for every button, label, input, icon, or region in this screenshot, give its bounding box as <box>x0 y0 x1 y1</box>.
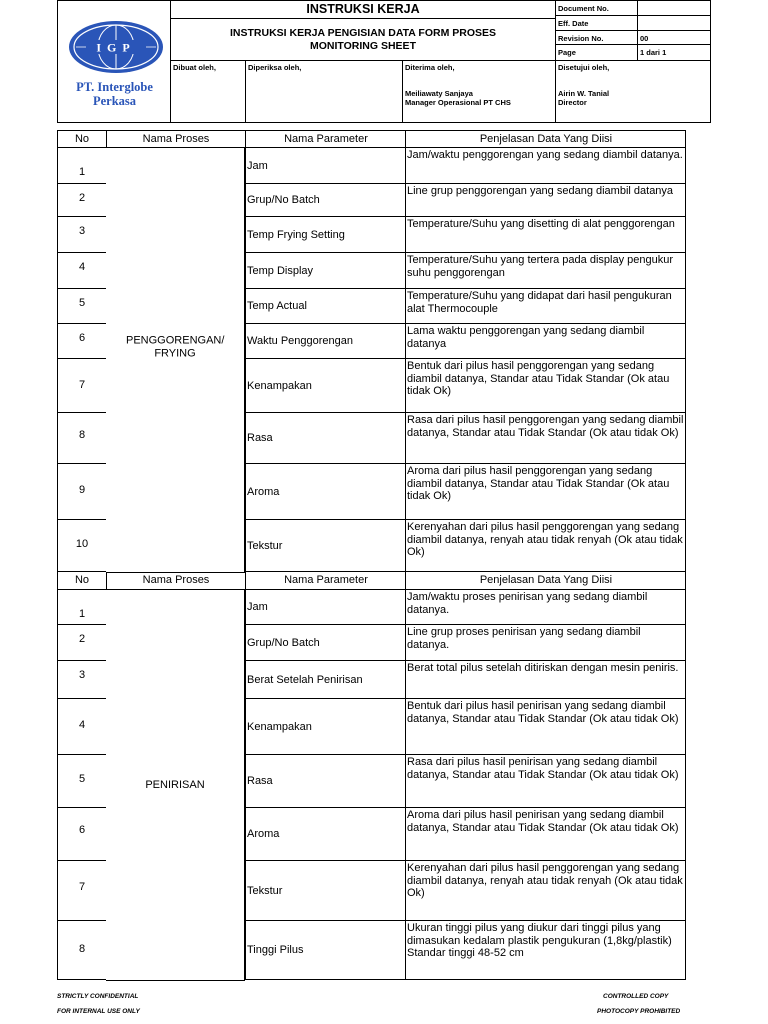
doc-info-label: Revision No. <box>556 31 638 45</box>
description-cell <box>406 253 685 288</box>
document-title: INSTRUKSI KERJA PENGISIAN DATA FORM PROSES MONITORING SHEET <box>229 27 497 52</box>
parameter-name: Temp Frying Setting <box>247 228 345 241</box>
doc-info-label: Eff. Date <box>556 16 638 30</box>
approval-label: Dibuat oleh, <box>173 63 216 72</box>
description-cell <box>406 520 685 571</box>
row-number: 8 <box>78 429 86 441</box>
parameter-cell <box>246 861 406 920</box>
approval-cell <box>403 61 556 123</box>
parameter-cell <box>246 808 406 860</box>
parameter-description: Jam/waktu penggorengan yang sedang diambil datanya. <box>407 149 683 161</box>
row-number: 1 <box>78 166 86 178</box>
parameter-name: Tekstur <box>247 539 283 552</box>
row-number-cell <box>58 148 107 183</box>
parameter-cell <box>246 217 406 252</box>
column-header-process: Nama Proses <box>107 131 246 147</box>
row-number-cell <box>58 464 107 519</box>
parameter-name: Jam <box>247 600 268 613</box>
description-cell <box>406 289 685 323</box>
row-number-cell <box>58 520 107 571</box>
parameter-name: Tekstur <box>247 884 283 897</box>
document-type-title: INSTRUKSI KERJA <box>171 1 555 19</box>
footer-controlled-copy: CONTROLLED COPY <box>603 993 669 1000</box>
document-header <box>57 0 711 123</box>
column-header-parameter: Nama Parameter <box>246 131 406 147</box>
svg-text:IGP: IGP <box>96 40 136 55</box>
parameter-description: Lama waktu penggorengan yang sedang diambil datanya <box>407 325 645 350</box>
parameter-description: Bentuk dari pilus hasil penggorengan yang sedang diambil datanya, Standar atau Tidak Standar (Ok atau tidak Ok) <box>407 360 670 397</box>
doc-info-row <box>556 16 711 31</box>
parameter-name: Grup/No Batch <box>247 636 320 649</box>
row-number-cell <box>58 184 107 216</box>
footer-photocopy-prohibited: PHOTOCOPY PROHIBITED <box>597 1008 681 1015</box>
description-cell <box>406 184 685 216</box>
row-number-cell <box>58 755 107 807</box>
approval-block <box>171 60 710 122</box>
approval-cell <box>246 61 403 123</box>
description-cell <box>406 861 685 920</box>
description-cell <box>406 464 685 519</box>
row-number: 6 <box>78 824 86 836</box>
process-group-cell <box>106 148 245 573</box>
parameter-cell <box>246 413 406 463</box>
approval-cell <box>556 61 710 123</box>
company-logo-cell <box>58 1 171 122</box>
description-cell <box>406 148 685 183</box>
parameter-cell <box>246 755 406 807</box>
doc-info-value: 00 <box>640 33 649 43</box>
footer-internal-use: FOR INTERNAL USE ONLY <box>57 1008 140 1015</box>
row-number: 4 <box>78 719 86 731</box>
approver-name: Airin W. Tanial <box>558 89 610 98</box>
description-cell <box>406 661 685 698</box>
row-number-cell <box>58 699 107 754</box>
row-number: 2 <box>78 192 86 204</box>
row-number: 8 <box>78 943 86 955</box>
column-header-no: No <box>58 131 107 147</box>
document-info-block <box>555 1 710 60</box>
parameter-name: Tinggi Pilus <box>247 943 304 956</box>
parameter-name: Kenampakan <box>247 720 312 733</box>
approval-label: Diterima oleh, <box>405 63 455 72</box>
doc-info-row <box>556 45 711 60</box>
row-number: 3 <box>78 225 86 237</box>
row-number-cell <box>58 921 107 979</box>
row-number-cell <box>58 590 107 624</box>
parameter-name: Waktu Penggorengan <box>247 334 353 347</box>
approver-name: Meiliawaty Sanjaya <box>405 89 473 98</box>
process-group-cell <box>106 590 245 981</box>
row-number-cell <box>58 253 107 288</box>
description-cell <box>406 755 685 807</box>
column-header-parameter: Nama Parameter <box>246 572 406 589</box>
table-header-row <box>57 572 686 590</box>
parameter-name: Jam <box>247 159 268 172</box>
column-header-description: Penjelasan Data Yang Diisi <box>479 574 613 586</box>
parameter-description: Aroma dari pilus hasil penirisan yang sedang diambil datanya, Standar atau Tidak Standar (Ok atau tidak Ok) <box>407 809 679 834</box>
row-number: 4 <box>78 261 86 273</box>
approver-title: Manager Operasional PT CHS <box>405 98 511 107</box>
row-number: 7 <box>78 379 86 391</box>
doc-info-value <box>638 1 711 15</box>
row-number-cell <box>58 289 107 323</box>
doc-info-label: Page <box>556 45 638 60</box>
process-name: PENGGORENGAN/ FRYING <box>126 334 225 360</box>
parameter-description: Jam/waktu proses penirisan yang sedang diambil datanya. <box>407 591 648 616</box>
parameter-name: Temp Actual <box>247 299 307 312</box>
doc-info-label: Document No. <box>556 1 638 15</box>
parameter-cell <box>246 148 406 183</box>
parameter-description: Line grup penggorengan yang sedang diambil datanya <box>407 185 674 197</box>
column-header-process: Nama Proses <box>107 572 246 589</box>
parameter-name: Grup/No Batch <box>247 193 320 206</box>
row-number: 9 <box>78 484 86 496</box>
parameter-description: Rasa dari pilus hasil penggorengan yang sedang diambil datanya, Standar atau Tidak Standar (Ok atau tidak Ok) <box>407 414 684 439</box>
parameter-name: Kenampakan <box>247 379 312 392</box>
company-name: PT. Interglobe Perkasa <box>76 80 153 108</box>
parameter-cell <box>246 324 406 358</box>
parameter-description: Aroma dari pilus hasil penggorengan yang sedang diambil datanya, Standar atau Tidak Standar (Ok atau tidak Ok) <box>407 465 670 502</box>
description-cell <box>406 921 685 979</box>
column-header-no: No <box>58 572 107 589</box>
parameter-cell <box>246 184 406 216</box>
doc-info-row <box>556 1 711 16</box>
parameter-description: Temperature/Suhu yang disetting di alat penggorengan <box>407 218 675 230</box>
row-number-cell <box>58 413 107 463</box>
approval-label: Diperiksa oleh, <box>248 63 302 72</box>
table-header-row <box>57 130 686 148</box>
parameter-cell <box>246 921 406 979</box>
parameter-cell <box>246 253 406 288</box>
description-cell <box>406 625 685 660</box>
row-number-cell <box>58 359 107 412</box>
parameter-cell <box>246 289 406 323</box>
parameter-description: Kerenyahan dari pilus hasil penggorengan yang sedang diambil datanya, renyah atau tidak renyah (Ok atau tidak Ok) <box>407 862 683 899</box>
parameter-name: Temp Display <box>247 264 314 277</box>
approval-label: Disetujui oleh, <box>558 63 610 72</box>
column-header-description: Penjelasan Data Yang Diisi <box>479 133 613 145</box>
parameter-description: Rasa dari pilus hasil penirisan yang sedang diambil datanya, Standar atau Tidak Standar (Ok atau tidak Ok) <box>407 756 679 781</box>
parameter-cell <box>246 661 406 698</box>
parameter-name: Rasa <box>247 774 273 787</box>
parameter-name: Aroma <box>247 485 280 498</box>
description-cell <box>406 808 685 860</box>
approval-cell <box>171 61 246 123</box>
description-cell <box>406 324 685 358</box>
row-number: 1 <box>78 608 86 620</box>
approver-block <box>405 89 511 107</box>
row-number-cell <box>58 808 107 860</box>
parameter-cell <box>246 590 406 624</box>
row-number: 10 <box>75 538 89 550</box>
doc-info-value <box>638 16 711 30</box>
parameter-cell <box>246 699 406 754</box>
parameter-cell <box>246 359 406 412</box>
process-name: PENIRISAN <box>145 778 205 791</box>
parameter-cell <box>246 464 406 519</box>
row-number-cell <box>58 661 107 698</box>
description-cell <box>406 359 685 412</box>
parameter-name: Berat Setelah Penirisan <box>247 673 363 686</box>
row-number-cell <box>58 324 107 358</box>
igp-logo-icon <box>68 20 164 74</box>
parameter-name: Rasa <box>247 431 273 444</box>
description-cell <box>406 217 685 252</box>
row-number-cell <box>58 625 107 660</box>
parameter-description: Ukuran tinggi pilus yang diukur dari tinggi pilus yang dimasukan kedalam plastik pengukuran (1,8kg/plastik) Standar tinggi 48-52 cm <box>407 922 672 959</box>
description-cell <box>406 413 685 463</box>
parameter-description: Temperature/Suhu yang didapat dari hasil pengukuran alat Thermocouple <box>407 290 672 315</box>
row-number: 2 <box>78 633 86 645</box>
approver-block <box>558 89 609 107</box>
row-number: 6 <box>78 332 86 344</box>
row-number-cell <box>58 217 107 252</box>
row-number: 7 <box>78 881 86 893</box>
row-number: 3 <box>78 669 86 681</box>
parameter-description: Berat total pilus setelah ditiriskan dengan mesin peniris. <box>407 662 679 674</box>
parameter-description: Bentuk dari pilus hasil penirisan yang sedang diambil datanya, Standar atau Tidak Standar (Ok atau tidak Ok) <box>407 700 679 725</box>
parameter-description: Line grup proses penirisan yang sedang diambil datanya. <box>407 626 641 651</box>
parameter-cell <box>246 625 406 660</box>
row-number: 5 <box>78 297 86 309</box>
row-number: 5 <box>78 773 86 785</box>
approver-title: Director <box>558 98 587 107</box>
parameter-description: Kerenyahan dari pilus hasil penggorengan yang sedang diambil datanya, renyah atau tidak renyah (Ok atau tidak Ok) <box>407 521 683 558</box>
parameter-description: Temperature/Suhu yang tertera pada display pengukur suhu penggorengan <box>407 254 674 279</box>
footer-confidential: STRICTLY CONFIDENTIAL <box>57 993 139 1000</box>
description-cell <box>406 699 685 754</box>
row-number-cell <box>58 861 107 920</box>
parameter-name: Aroma <box>247 827 280 840</box>
doc-info-row <box>556 31 711 46</box>
description-cell <box>406 590 685 624</box>
doc-info-value: 1 dari 1 <box>640 48 667 58</box>
parameter-cell <box>246 520 406 571</box>
